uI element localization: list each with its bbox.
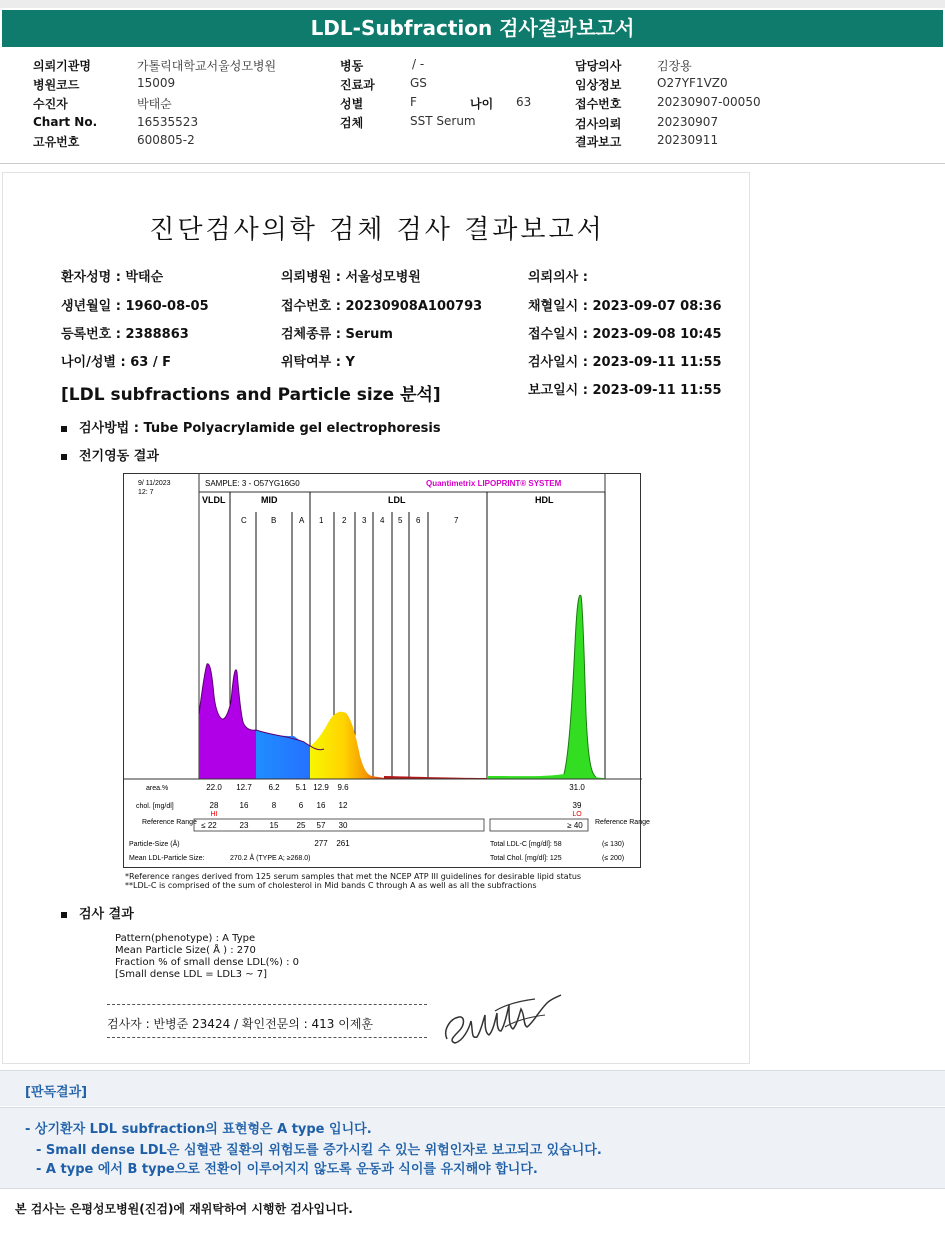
section-title: [LDL subfractions and Particle size 분석] <box>61 385 441 405</box>
lipoprint-chart <box>123 473 650 868</box>
total-chol: Total Chol. [mg/dl]: 125 <box>490 855 562 862</box>
patient-field: 보고일시 : 2023-09-11 11:55 <box>528 383 722 398</box>
judgment-line: - A type 에서 B type으로 전환이 이루어지지 않도록 운동과 식이를 유지해야 합니다. <box>36 1162 538 1177</box>
footnote: *Reference ranges derived from 125 serum samples that met the NCEP ATP III guidelines for desirable lipid status <box>125 872 582 881</box>
result-line: Mean Particle Size( Å ) : 270 <box>115 945 256 956</box>
header-value: 20230907-00050 <box>657 95 761 109</box>
header-value: O27YF1VZ0 <box>657 76 728 90</box>
header-label: 진료과 <box>340 78 375 92</box>
judgment-heading: [판독결과] <box>25 1085 88 1100</box>
patient-field: 채혈일시 : 2023-09-07 08:36 <box>528 299 722 314</box>
header-label: 고유번호 <box>33 135 80 149</box>
chol-value: 28 <box>209 801 219 810</box>
area-value: 5.1 <box>295 783 307 792</box>
patient-field: 접수번호 : 20230908A100793 <box>281 299 483 314</box>
row-label-chol: chol. [mg/dl] <box>136 803 174 810</box>
result-heading: 검사 결과 <box>79 907 134 922</box>
band-label: C <box>241 516 247 525</box>
area-value: 6.2 <box>268 783 280 792</box>
area-value: 12.9 <box>313 783 329 792</box>
band-label: A <box>299 516 305 525</box>
result-block <box>115 933 299 981</box>
band-label: 5 <box>398 516 403 525</box>
handwritten-signature <box>435 991 565 1051</box>
row-label-size: Particle-Size (Å) <box>129 841 180 848</box>
patient-field: 접수일시 : 2023-09-08 10:45 <box>528 327 722 342</box>
vldl-peak <box>199 664 256 779</box>
header-label: 담당의사 <box>575 59 622 73</box>
ref-value: 23 <box>239 821 249 830</box>
result-line: Fraction % of small dense LDL(%) : 0 <box>115 957 300 968</box>
ref-value: 15 <box>269 821 279 830</box>
chol-value: 6 <box>298 801 304 810</box>
bullet-dot <box>61 454 67 460</box>
mean-size-value: 270.2 Å (TYPE A; ≥268.0) <box>230 855 311 862</box>
patient-field: 의뢰병원 : 서울성모병원 <box>281 270 421 285</box>
ref-value: 57 <box>316 821 326 830</box>
chol-value: 12 <box>338 801 348 810</box>
method-text: 검사방법 : Tube Polyacrylamide gel electrophoresis <box>79 421 441 436</box>
result-bullet <box>61 903 134 922</box>
particle-size: 261 <box>336 839 350 848</box>
band-label: B <box>271 516 277 525</box>
header-value: / - <box>412 57 425 71</box>
ref-value: 25 <box>296 821 306 830</box>
patient-field: 나이/성별 : 63 / F <box>61 355 172 370</box>
electro-heading: 전기영동 결과 <box>79 449 159 464</box>
chart-time: 12: 7 <box>138 489 154 496</box>
patient-field: 위탁여부 : Y <box>281 355 355 370</box>
divider-dashed <box>107 1004 427 1005</box>
chol-value: 16 <box>316 801 326 810</box>
judgment-line: - 상기환자 LDL subfraction의 표현형은 A type 입니다. <box>25 1122 372 1137</box>
ref-value: ≥ 40 <box>567 821 583 830</box>
total-ldl-c-ref: (≤ 130) <box>602 841 625 848</box>
header-label: 검사의뢰 <box>575 117 622 131</box>
row-label-mean: Mean LDL-Particle Size: <box>129 855 205 862</box>
header-label: 결과보고 <box>575 135 622 149</box>
band-label: 6 <box>416 516 421 525</box>
lipoprint-svg <box>124 474 650 869</box>
area-value: 12.7 <box>236 783 252 792</box>
lab-report-document <box>2 172 750 1064</box>
header-label: 검체 <box>340 116 364 130</box>
band-label: 2 <box>342 516 347 525</box>
judgment-line: - Small dense LDL은 심혈관 질환의 위험도를 증가시킬 수 있는 위험인자로 보고되고 있습니다. <box>36 1143 602 1158</box>
header-label: 접수번호 <box>575 97 622 111</box>
header-label: 의뢰기관명 <box>33 59 91 73</box>
header-value: 20230911 <box>657 133 719 147</box>
footer-note: 본 검사는 은평성모병원(진검)에 재위탁하여 시행한 검사입니다. <box>15 1202 353 1216</box>
patient-field: 의뢰의사 : <box>528 270 588 285</box>
chart-sample: SAMPLE: 3 - O57YG16G0 <box>205 479 300 488</box>
total-ldl-c: Total LDL-C [mg/dl]: 58 <box>490 841 562 848</box>
area-value: 22.0 <box>206 783 222 792</box>
header-label: 나이 <box>470 97 494 111</box>
area-value: 31.0 <box>569 783 585 792</box>
chol-value: 39 <box>572 801 582 810</box>
region-label: LDL <box>388 495 406 505</box>
divider-dashed <box>107 1037 427 1038</box>
ref-range-label-right: Reference Range <box>595 819 650 826</box>
bullet-dot <box>61 426 67 432</box>
header-label: 임상정보 <box>575 78 622 92</box>
page-title: LDL-Subfraction 검사결과보고서 <box>2 10 943 47</box>
chart-brand: Quantimetrix LIPOPRINT® SYSTEM <box>426 479 562 488</box>
particle-size: 277 <box>314 839 328 848</box>
electro-bullet <box>61 445 159 464</box>
report-title: 진단검사의학 검체 검사 결과보고서 <box>149 215 605 245</box>
patient-field: 검체종류 : Serum <box>281 327 393 342</box>
header-label: 병동 <box>340 59 364 73</box>
chol-value: 16 <box>239 801 249 810</box>
header-label: Chart No. <box>33 115 98 129</box>
top-strip <box>0 0 945 8</box>
bullet-dot <box>61 912 67 918</box>
chart-date: 9/ 11/2023 <box>138 480 171 487</box>
band-label: 4 <box>380 516 385 525</box>
patient-field: 검사일시 : 2023-09-11 11:55 <box>528 355 722 370</box>
header-value: 가톨릭대학교서울성모병원 <box>137 59 277 73</box>
ref-value: ≤ 22 <box>201 821 217 830</box>
ref-value: 30 <box>338 821 348 830</box>
hdl-peak <box>487 595 605 779</box>
flag-hi: HI <box>210 811 218 818</box>
result-line: Pattern(phenotype) : A Type <box>115 933 256 944</box>
signature-line: 검사자 : 반병준 23424 / 확인전문의 : 413 이제훈 <box>107 1017 374 1031</box>
header-value: 16535523 <box>137 115 199 129</box>
header-value: 600805-2 <box>137 133 195 147</box>
header-value: 김장용 <box>657 59 692 73</box>
header-label: 병원코드 <box>33 78 80 92</box>
band-label: 7 <box>454 516 459 525</box>
patient-field: 환자성명 : 박태순 <box>61 270 164 285</box>
method-bullet <box>61 417 441 436</box>
flag-lo: LO <box>572 811 582 818</box>
band-label: 1 <box>319 516 324 525</box>
row-label-area: area.% <box>146 785 169 792</box>
chol-value: 8 <box>271 801 277 810</box>
header-value: 15009 <box>137 76 176 90</box>
chart-footnotes <box>125 872 581 890</box>
header-label: 수진자 <box>33 97 68 111</box>
header-info <box>0 52 945 164</box>
total-chol-ref: (≤ 200) <box>602 855 625 862</box>
header-value: F <box>410 95 417 109</box>
area-value: 9.6 <box>337 783 349 792</box>
patient-field: 등록번호 : 2388863 <box>61 327 189 342</box>
row-label-ref: Reference Range <box>142 819 197 826</box>
band-label: 3 <box>362 516 367 525</box>
region-label: VLDL <box>202 495 226 505</box>
header-value: SST Serum <box>410 114 476 128</box>
header-value: 박태순 <box>137 97 172 111</box>
region-label: MID <box>261 495 278 505</box>
header-label: 성별 <box>340 97 364 111</box>
header-value: GS <box>410 76 427 90</box>
judgment-header <box>0 1070 945 1106</box>
header-value: 63 <box>516 95 532 109</box>
patient-field: 생년월일 : 1960-08-05 <box>61 299 209 314</box>
region-label: HDL <box>535 495 554 505</box>
header-value: 20230907 <box>657 115 719 129</box>
footnote: **LDL-C is comprised of the sum of cholesterol in Mid bands C through A as well as all the subfractions <box>125 881 537 890</box>
result-line: [Small dense LDL = LDL3 ~ 7] <box>115 969 268 980</box>
judgment-body <box>0 1107 945 1189</box>
